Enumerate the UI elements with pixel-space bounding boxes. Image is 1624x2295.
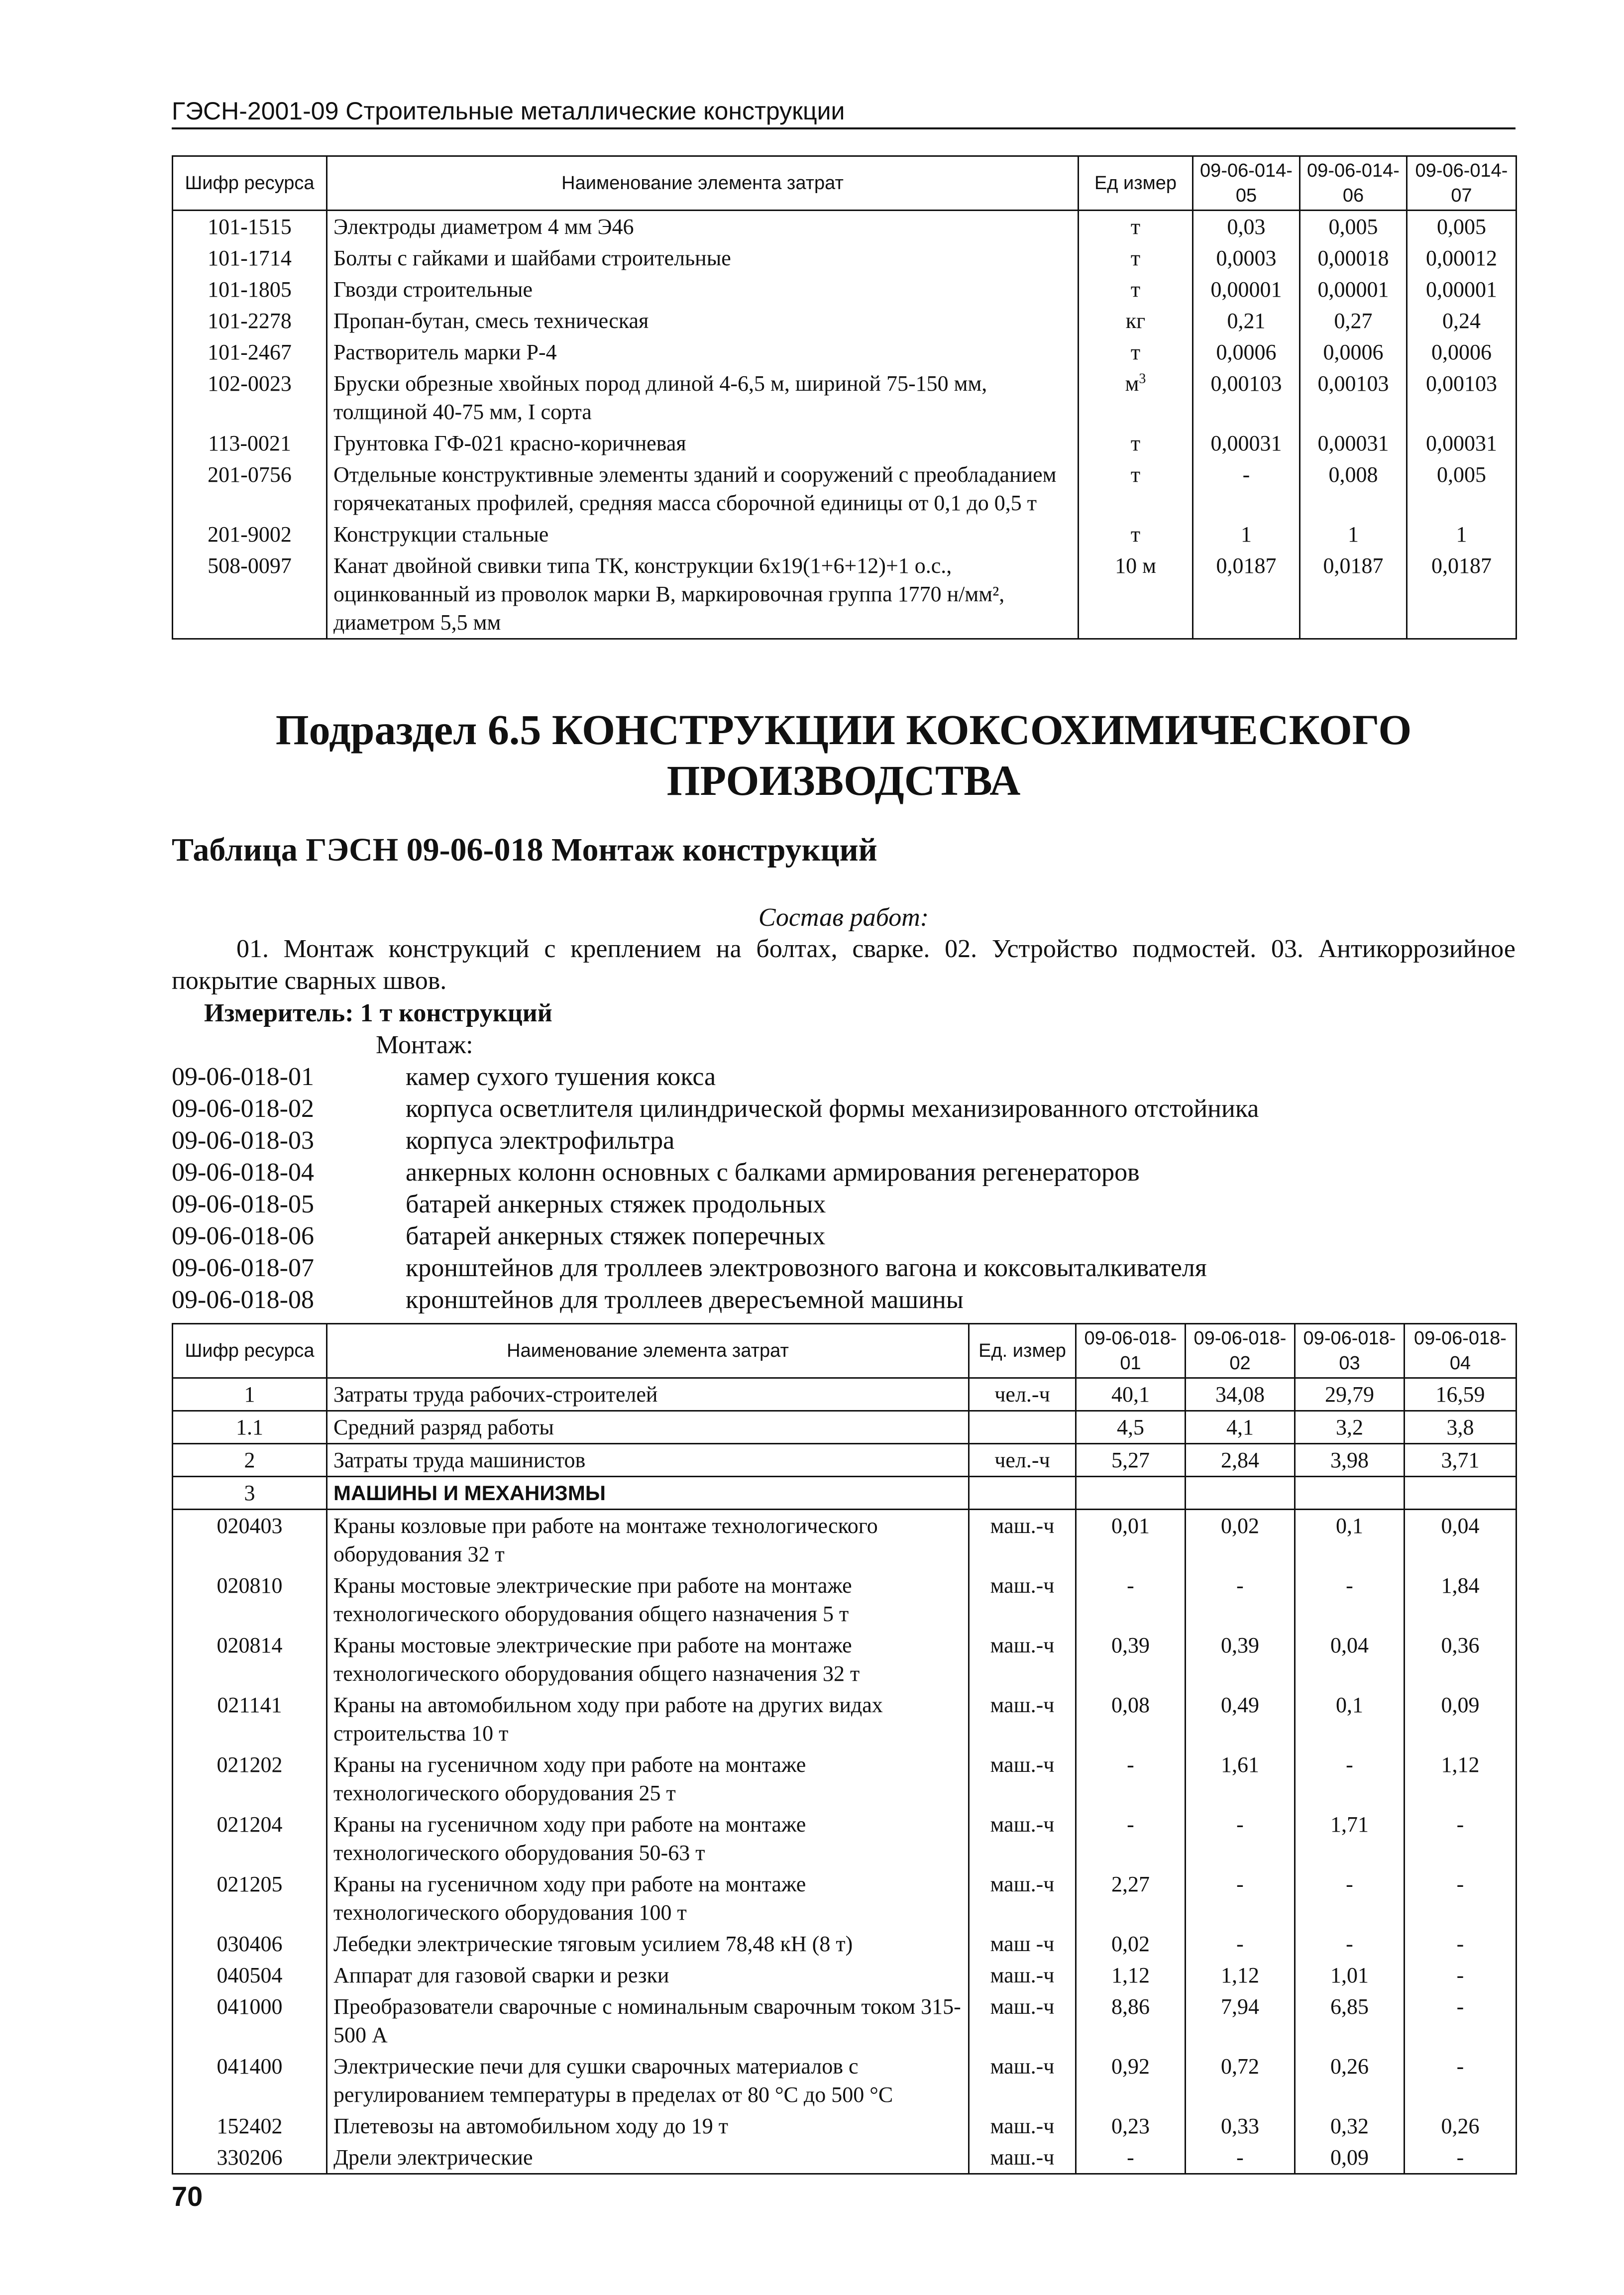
norm-value: 34,08 [1186,1378,1295,1411]
norm-value: 0,00001 [1407,274,1516,305]
list-item [172,1157,1516,1189]
resource-unit: маш.-ч [969,1570,1076,1630]
norm-value: 0,26 [1405,2110,1516,2142]
resource-unit: маш.-ч [969,1868,1076,1928]
resource-unit [1079,211,1193,243]
norm-value: - [1186,1570,1295,1630]
resource-code: 101-1805 [173,274,327,305]
col-header-name: Наименование элемента затрат [327,1324,969,1378]
norm-value: - [1076,1749,1186,1809]
page-number: 70 [172,2181,203,2212]
resource-name: Бруски обрезные хвойных пород длиной 4-6,5 м, шириной 75-150 мм, толщиной 40-75 мм, I сорта [327,368,1079,428]
work-composition-text: 01. Монтаж конструкций с креплением на болтах, сварке. 02. Устройство подмостей. 03. Антикоррозийное покрытие сварных швов. [172,935,1516,995]
resource-code: 330206 [173,2142,327,2174]
table-row [173,550,1516,639]
resource-unit: маш.-ч [969,1689,1076,1749]
norm-value: 0,00031 [1407,428,1516,459]
norm-value: 0,0187 [1300,550,1407,639]
table-row [173,1477,1516,1510]
norm-value: 29,79 [1295,1378,1405,1411]
measure-label: Измеритель: [204,999,354,1027]
col-header-norm: 09-06-018-01 [1076,1324,1186,1378]
resource-code: 041400 [173,2051,327,2110]
norm-code: 09-06-018-08 [172,1286,314,1314]
resource-name: Гвозди строительные [327,274,1079,305]
resource-unit: маш.-ч [969,1991,1076,2051]
resource-name: Отдельные конструктивные элементы зданий и сооружений с преобладанием горячекатаных профилей, средняя масса сборочной единицы от 0,1 до 0,5 т [327,459,1079,519]
table-row [173,1510,1516,1570]
norm-description: кронштейнов для троллеев электровозного вагона и коксовыталкивателя [406,1254,1207,1282]
resource-code: 113-0021 [173,428,327,459]
resource-name: Конструкции стальные [327,519,1079,550]
norm-value: 1,12 [1405,1749,1516,1809]
norm-value: 0,0003 [1193,242,1300,274]
norm-value: - [1405,1809,1516,1868]
norm-value: 1,12 [1076,1960,1186,1991]
norm-value: 0,26 [1295,2051,1405,2110]
norm-code: 09-06-018-07 [172,1254,314,1282]
measure-value: 1 т конструкций [360,999,552,1027]
table-row [173,368,1516,428]
norm-value: 0,72 [1186,2051,1295,2110]
norm-value: 0,39 [1186,1630,1295,1689]
resource-name: Растворитель марки Р-4 [327,336,1079,368]
table-row [173,1378,1516,1411]
resource-name: Краны на гусеничном ходу при работе на монтаже технологического оборудования 100 т [327,1868,969,1928]
list-item [172,1125,1516,1157]
table-row [173,2142,1516,2174]
resource-code: 040504 [173,1960,327,1991]
norm-description: анкерных колонн основных с балками армирования регенераторов [406,1158,1140,1187]
norm-value: - [1076,1809,1186,1868]
norm-value: - [1405,1928,1516,1960]
list-item [172,1061,1516,1093]
norm-value: 0,0006 [1300,336,1407,368]
resource-name: Электрические печи для сушки сварочных материалов с регулированием температуры в пределах от 80 °С до 500 °С [327,2051,969,2110]
resource-table-main [172,1323,1517,2175]
col-header-norm: 09-06-014-05 [1193,156,1300,211]
norm-description: камер сухого тушения кокса [406,1063,716,1091]
norm-code: 09-06-018-06 [172,1222,314,1250]
norm-value: 0,0006 [1193,336,1300,368]
montage-label: Монтаж: [376,1031,473,1059]
norm-code: 09-06-018-02 [172,1094,314,1123]
resource-name: Лебедки электрические тяговым усилием 78,48 кН (8 т) [327,1928,969,1960]
list-item [172,1284,1516,1316]
unit-text: т [1130,215,1141,239]
norm-value: 16,59 [1405,1378,1516,1411]
norm-value [1186,1477,1295,1510]
table-row [173,1991,1516,2051]
norm-value: 0,02 [1076,1928,1186,1960]
table-row [173,1868,1516,1928]
table-row [173,1570,1516,1630]
norm-value: 0,09 [1295,2142,1405,2174]
unit-text: м [1125,371,1139,396]
norm-value: 0,1 [1295,1689,1405,1749]
resource-unit: маш.-ч [969,2110,1076,2142]
table-row [173,274,1516,305]
norm-value: 0,32 [1295,2110,1405,2142]
norm-value: 0,27 [1300,305,1407,336]
resource-name: Болты с гайками и шайбами строительные [327,242,1079,274]
norm-value: 0,008 [1300,459,1407,519]
norm-value: 0,02 [1186,1510,1295,1570]
table-row [173,2051,1516,2110]
list-item [172,1093,1516,1125]
resource-unit [969,1411,1076,1444]
norm-value: 5,27 [1076,1444,1186,1477]
resource-unit [1079,305,1193,336]
list-item [172,1220,1516,1252]
resource-code: 101-1515 [173,211,327,243]
resource-code: 021205 [173,1868,327,1928]
col-header-norm: 09-06-014-07 [1407,156,1516,211]
resource-code: 101-1714 [173,242,327,274]
norm-value: 0,005 [1407,459,1516,519]
norm-value: 7,94 [1186,1991,1295,2051]
resource-name: МАШИНЫ И МЕХАНИЗМЫ [327,1477,969,1510]
norm-value: 0,49 [1186,1689,1295,1749]
norm-value: 0,09 [1405,1689,1516,1749]
col-header-norm: 09-06-018-02 [1186,1324,1295,1378]
list-item [172,1189,1516,1220]
table-row [173,1960,1516,1991]
norm-value: 0,03 [1193,211,1300,243]
table-header-row [173,1324,1516,1378]
resource-unit [1079,242,1193,274]
resource-code: 020810 [173,1570,327,1630]
table-row [173,1809,1516,1868]
norm-value [1295,1477,1405,1510]
unit-text: т [1130,277,1141,302]
resource-code: 021204 [173,1809,327,1868]
table-row [173,428,1516,459]
norm-value: 40,1 [1076,1378,1186,1411]
norm-value: 2,27 [1076,1868,1186,1928]
norm-value: - [1405,1868,1516,1928]
norm-description: корпуса электрофильтра [406,1126,675,1155]
norm-value: 8,86 [1076,1991,1186,2051]
resource-code: 030406 [173,1928,327,1960]
norm-code: 09-06-018-03 [172,1126,314,1155]
resource-name: Краны мостовые электрические при работе на монтаже технологического оборудования общего назначения 5 т [327,1570,969,1630]
norm-value: 0,00001 [1300,274,1407,305]
list-item [172,1252,1516,1284]
norm-description: корпуса осветлителя цилиндрической формы механизированного отстойника [406,1094,1259,1123]
norm-value: 0,23 [1076,2110,1186,2142]
resource-name: Дрели электрические [327,2142,969,2174]
resource-name: Затраты труда машинистов [327,1444,969,1477]
norm-value: 1,84 [1405,1570,1516,1630]
norm-code: 09-06-018-01 [172,1063,314,1091]
section-title: Подраздел 6.5 КОНСТРУКЦИИ КОКСОХИМИЧЕСКОГО ПРОИЗВОДСТВА [275,706,1412,804]
table-row [173,2110,1516,2142]
norm-value: 1,61 [1186,1749,1295,1809]
resource-name: Пропан-бутан, смесь техническая [327,305,1079,336]
unit-text: т [1130,462,1141,487]
norm-value: 0,0187 [1407,550,1516,639]
table-row [173,459,1516,519]
col-header-unit: Ед измер [1079,156,1193,211]
work-composition-heading: Состав работ: [758,903,929,932]
norm-value: 1 [1407,519,1516,550]
norm-value: 0,00103 [1407,368,1516,428]
norm-value: - [1295,1928,1405,1960]
col-header-code: Шифр ресурса [173,156,327,211]
unit-superscript: 3 [1139,371,1146,387]
resource-unit: чел.-ч [969,1378,1076,1411]
norm-value: - [1405,1960,1516,1991]
resource-name: Краны на гусеничном ходу при работе на монтаже технологического оборудования 25 т [327,1749,969,1809]
norm-value: 3,2 [1295,1411,1405,1444]
resource-unit: маш -ч [969,1928,1076,1960]
resource-table-top [172,155,1517,640]
table-row [173,1689,1516,1749]
unit-text: т [1130,431,1141,455]
resource-code: 3 [173,1477,327,1510]
norm-value [1076,1477,1186,1510]
norm-value: 1 [1300,519,1407,550]
resource-code: 102-0023 [173,368,327,428]
resource-unit: маш.-ч [969,2142,1076,2174]
resource-unit: маш.-ч [969,1809,1076,1868]
norm-value: 1,01 [1295,1960,1405,1991]
resource-code: 021202 [173,1749,327,1809]
norm-value: 0,0006 [1407,336,1516,368]
norm-value: 0,00012 [1407,242,1516,274]
norm-value: 0,00103 [1300,368,1407,428]
resource-name: Плетевозы на автомобильном ходу до 19 т [327,2110,969,2142]
norm-value: 4,1 [1186,1411,1295,1444]
norm-value: 0,36 [1405,1630,1516,1689]
resource-code: 1 [173,1378,327,1411]
norm-value: 3,8 [1405,1411,1516,1444]
norm-value: 0,08 [1076,1689,1186,1749]
table-row [173,305,1516,336]
resource-code: 201-0756 [173,459,327,519]
norm-value: 3,71 [1405,1444,1516,1477]
table-row [173,519,1516,550]
resource-unit [1079,336,1193,368]
norm-value: 0,00031 [1300,428,1407,459]
resource-unit [1079,274,1193,305]
resource-code: 152402 [173,2110,327,2142]
resource-unit [1079,428,1193,459]
resource-name: Канат двойной свивки типа ТК, конструкции 6х19(1+6+12)+1 о.с., оцинкованный из проволок марки В, маркировочная группа 1770 н/мм², диаметром 5,5 мм [327,550,1079,639]
norm-description: батарей анкерных стяжек продольных [406,1190,826,1218]
measure-line [204,997,552,1029]
resource-code: 1.1 [173,1411,327,1444]
resource-unit [1079,519,1193,550]
table-row [173,242,1516,274]
resource-unit: маш.-ч [969,1749,1076,1809]
norm-code-list [172,1061,1516,1316]
norm-value: 0,005 [1300,211,1407,243]
norm-value: 1,12 [1186,1960,1295,1991]
resource-unit: маш.-ч [969,2051,1076,2110]
norm-value: - [1405,2142,1516,2174]
norm-value: 0,33 [1186,2110,1295,2142]
norm-value: - [1295,1749,1405,1809]
resource-name: Краны козловые при работе на монтаже технологического оборудования 32 т [327,1510,969,1570]
unit-text: кг [1125,309,1146,333]
resource-unit [1079,368,1193,428]
norm-value: - [1186,1928,1295,1960]
norm-description: кронштейнов для троллеев двересъемной машины [406,1286,964,1314]
norm-value: 0,92 [1076,2051,1186,2110]
resource-unit: маш.-ч [969,1630,1076,1689]
unit-text: т [1130,522,1141,546]
resource-code: 508-0097 [173,550,327,639]
norm-value: - [1186,1809,1295,1868]
table-row [173,1444,1516,1477]
table-row [173,336,1516,368]
unit-text: т [1130,246,1141,270]
resource-name: Краны мостовые электрические при работе на монтаже технологического оборудования общего назначения 32 т [327,1630,969,1689]
norm-value: 0,00018 [1300,242,1407,274]
resource-name: Электроды диаметром 4 мм Э46 [327,211,1079,243]
norm-code: 09-06-018-05 [172,1190,314,1218]
norm-value: 0,24 [1407,305,1516,336]
unit-text: т [1130,340,1141,364]
norm-value [1405,1477,1516,1510]
resource-code: 041000 [173,1991,327,2051]
norm-value: - [1193,459,1300,519]
resource-unit: маш.-ч [969,1960,1076,1991]
norm-value: - [1295,1570,1405,1630]
resource-name: Грунтовка ГФ-021 красно-коричневая [327,428,1079,459]
resource-code: 020403 [173,1510,327,1570]
norm-code: 09-06-018-04 [172,1158,314,1187]
col-header-norm: 09-06-014-06 [1300,156,1407,211]
norm-value: 0,00031 [1193,428,1300,459]
table-row [173,1630,1516,1689]
norm-value: - [1405,2051,1516,2110]
unit-text: 10 м [1115,553,1156,578]
resource-code: 101-2278 [173,305,327,336]
page-header: ГЭСН-2001-09 Строительные металлические конструкции [172,95,1516,129]
table-row [173,1928,1516,1960]
norm-value: 0,0187 [1193,550,1300,639]
norm-value: 0,1 [1295,1510,1405,1570]
col-header-unit: Ед. измер [969,1324,1076,1378]
table-row [173,1749,1516,1809]
resource-unit [969,1477,1076,1510]
resource-name: Аппарат для газовой сварки и резки [327,1960,969,1991]
resource-unit: маш.-ч [969,1510,1076,1570]
norm-value: - [1186,2142,1295,2174]
resource-code: 101-2467 [173,336,327,368]
norm-value: 0,39 [1076,1630,1186,1689]
col-header-norm: 09-06-018-03 [1295,1324,1405,1378]
norm-value: 0,00001 [1193,274,1300,305]
norm-value: - [1186,1868,1295,1928]
resource-name: Краны на автомобильном ходу при работе на других видах строительства 10 т [327,1689,969,1749]
norm-value: 1,71 [1295,1809,1405,1868]
table-title: Таблица ГЭСН 09-06-018 Монтаж конструкций [172,832,877,868]
norm-value: 0,00103 [1193,368,1300,428]
norm-value: 1 [1193,519,1300,550]
col-header-norm: 09-06-018-04 [1405,1324,1516,1378]
norm-value: - [1076,1570,1186,1630]
norm-value: 0,04 [1405,1510,1516,1570]
resource-code: 2 [173,1444,327,1477]
norm-value: 3,98 [1295,1444,1405,1477]
norm-value: - [1405,1991,1516,2051]
resource-code: 201-9002 [173,519,327,550]
norm-description: батарей анкерных стяжек поперечных [406,1222,826,1250]
norm-value: - [1076,2142,1186,2174]
resource-unit: чел.-ч [969,1444,1076,1477]
col-header-code: Шифр ресурса [173,1324,327,1378]
norm-value: - [1295,1868,1405,1928]
table-row [173,1411,1516,1444]
resource-unit [1079,459,1193,519]
norm-value: 0,04 [1295,1630,1405,1689]
norm-value: 4,5 [1076,1411,1186,1444]
norm-value: 0,21 [1193,305,1300,336]
resource-name: Средний разряд работы [327,1411,969,1444]
col-header-name: Наименование элемента затрат [327,156,1079,211]
resource-code: 020814 [173,1630,327,1689]
resource-name: Краны на гусеничном ходу при работе на монтаже технологического оборудования 50-63 т [327,1809,969,1868]
table-header-row [173,156,1516,211]
resource-name: Преобразователи сварочные с номинальным сварочным током 315-500 А [327,1991,969,2051]
norm-value: 0,01 [1076,1510,1186,1570]
resource-unit [1079,550,1193,639]
norm-value: 0,005 [1407,211,1516,243]
table-row [173,211,1516,243]
norm-value: 2,84 [1186,1444,1295,1477]
resource-name: Затраты труда рабочих-строителей [327,1378,969,1411]
norm-value: 6,85 [1295,1991,1405,2051]
resource-code: 021141 [173,1689,327,1749]
